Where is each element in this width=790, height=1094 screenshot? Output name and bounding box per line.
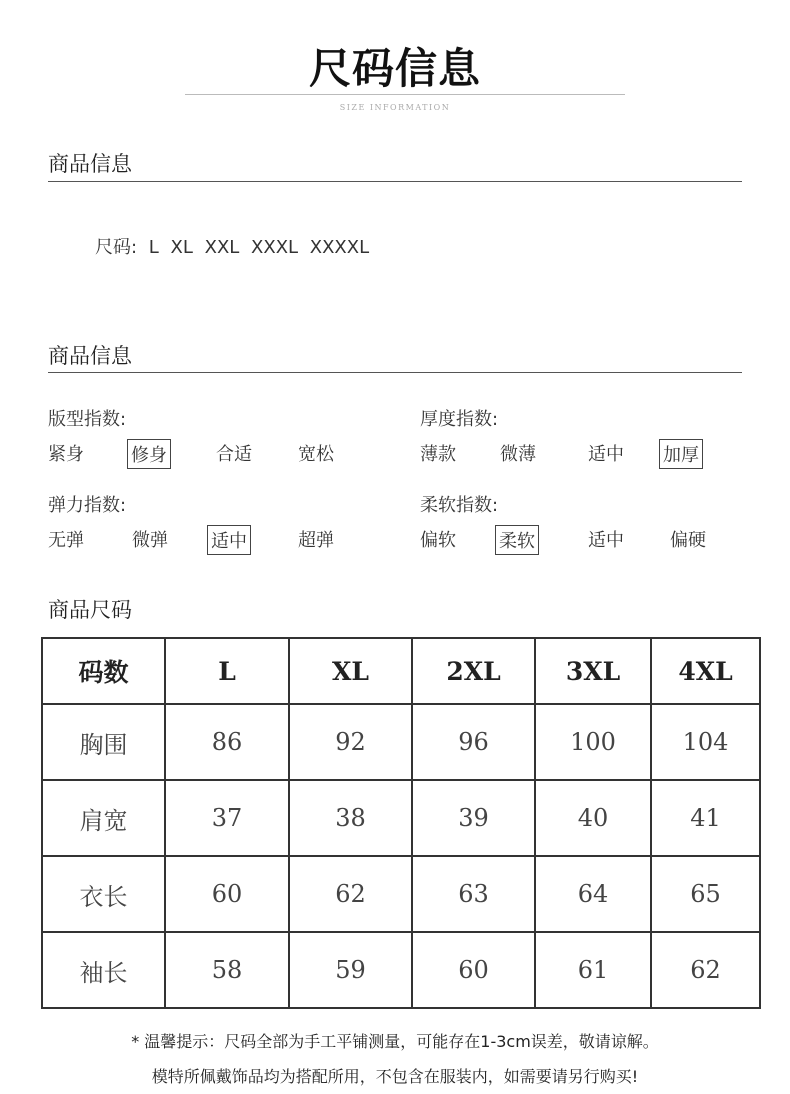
index-option-selected: 修身 bbox=[127, 439, 171, 469]
row-label-cell: 衣长 bbox=[42, 856, 165, 932]
table-cell: 62 bbox=[651, 932, 760, 1008]
table-row bbox=[42, 638, 760, 704]
index-option: 紧身 bbox=[48, 444, 84, 465]
index-label: 弹力指数: bbox=[48, 495, 127, 516]
table-cell: 2XL bbox=[412, 638, 535, 704]
index-option: 适中 bbox=[588, 444, 624, 465]
table-cell: 4XL bbox=[651, 638, 760, 704]
table-cell: 96 bbox=[412, 704, 535, 780]
section-divider bbox=[48, 372, 742, 373]
row-label-cell: 胸围 bbox=[42, 704, 165, 780]
table-cell: 92 bbox=[289, 704, 412, 780]
table-cell: 60 bbox=[165, 856, 289, 932]
table-cell: 104 bbox=[651, 704, 760, 780]
row-label-cell: 肩宽 bbox=[42, 780, 165, 856]
index-option: 薄款 bbox=[420, 444, 456, 465]
table-cell: 65 bbox=[651, 856, 760, 932]
index-option: 适中 bbox=[588, 530, 624, 551]
page-subtitle: SIZE INFORMATION bbox=[339, 103, 451, 112]
table-cell: 100 bbox=[535, 704, 651, 780]
section-title-size-chart: 商品尺码 bbox=[48, 598, 132, 622]
footer-note-1: * 温馨提示：尺码全部为手工平铺测量，可能存在1-3cm误差，敬请谅解。 bbox=[131, 1032, 659, 1051]
table-cell: 38 bbox=[289, 780, 412, 856]
index-option: 微弹 bbox=[132, 530, 168, 551]
index-option-selected: 加厚 bbox=[659, 439, 703, 469]
index-option: 微薄 bbox=[500, 444, 536, 465]
table-cell: 60 bbox=[412, 932, 535, 1008]
row-label-cell: 码数 bbox=[42, 638, 165, 704]
table-cell: 63 bbox=[412, 856, 535, 932]
index-option-selected: 适中 bbox=[207, 525, 251, 555]
table-cell: 39 bbox=[412, 780, 535, 856]
row-label-cell: 袖长 bbox=[42, 932, 165, 1008]
title-divider bbox=[185, 94, 625, 95]
size-list: 尺码: L XL XXL XXXL XXXXL bbox=[95, 237, 370, 258]
table-cell: 40 bbox=[535, 780, 651, 856]
table-row bbox=[42, 932, 760, 1008]
table-cell: XL bbox=[289, 638, 412, 704]
index-option: 合适 bbox=[216, 444, 252, 465]
section-title-product-info: 商品信息 bbox=[48, 152, 132, 176]
table-cell: 61 bbox=[535, 932, 651, 1008]
index-option-selected: 柔软 bbox=[495, 525, 539, 555]
table-cell: 62 bbox=[289, 856, 412, 932]
index-option: 偏硬 bbox=[670, 530, 706, 551]
size-table bbox=[41, 637, 761, 1009]
page-title: 尺码信息 bbox=[308, 44, 481, 93]
table-row bbox=[42, 704, 760, 780]
table-cell: 58 bbox=[165, 932, 289, 1008]
index-option: 无弹 bbox=[48, 530, 84, 551]
table-cell: 41 bbox=[651, 780, 760, 856]
table-row bbox=[42, 780, 760, 856]
section-divider bbox=[48, 181, 742, 182]
index-option: 超弹 bbox=[298, 530, 334, 551]
table-cell: L bbox=[165, 638, 289, 704]
index-option: 偏软 bbox=[420, 530, 456, 551]
table-cell: 59 bbox=[289, 932, 412, 1008]
footer-note-2: 模特所佩戴饰品均为搭配所用，不包含在服装内，如需要请另行购买! bbox=[151, 1067, 639, 1086]
table-row bbox=[42, 856, 760, 932]
table-cell: 3XL bbox=[535, 638, 651, 704]
table-cell: 37 bbox=[165, 780, 289, 856]
index-label: 版型指数: bbox=[48, 409, 127, 430]
table-cell: 86 bbox=[165, 704, 289, 780]
section-title-product-info-2: 商品信息 bbox=[48, 344, 132, 368]
index-label: 厚度指数: bbox=[420, 409, 499, 430]
index-option: 宽松 bbox=[298, 444, 334, 465]
table-cell: 64 bbox=[535, 856, 651, 932]
index-label: 柔软指数: bbox=[420, 495, 499, 516]
